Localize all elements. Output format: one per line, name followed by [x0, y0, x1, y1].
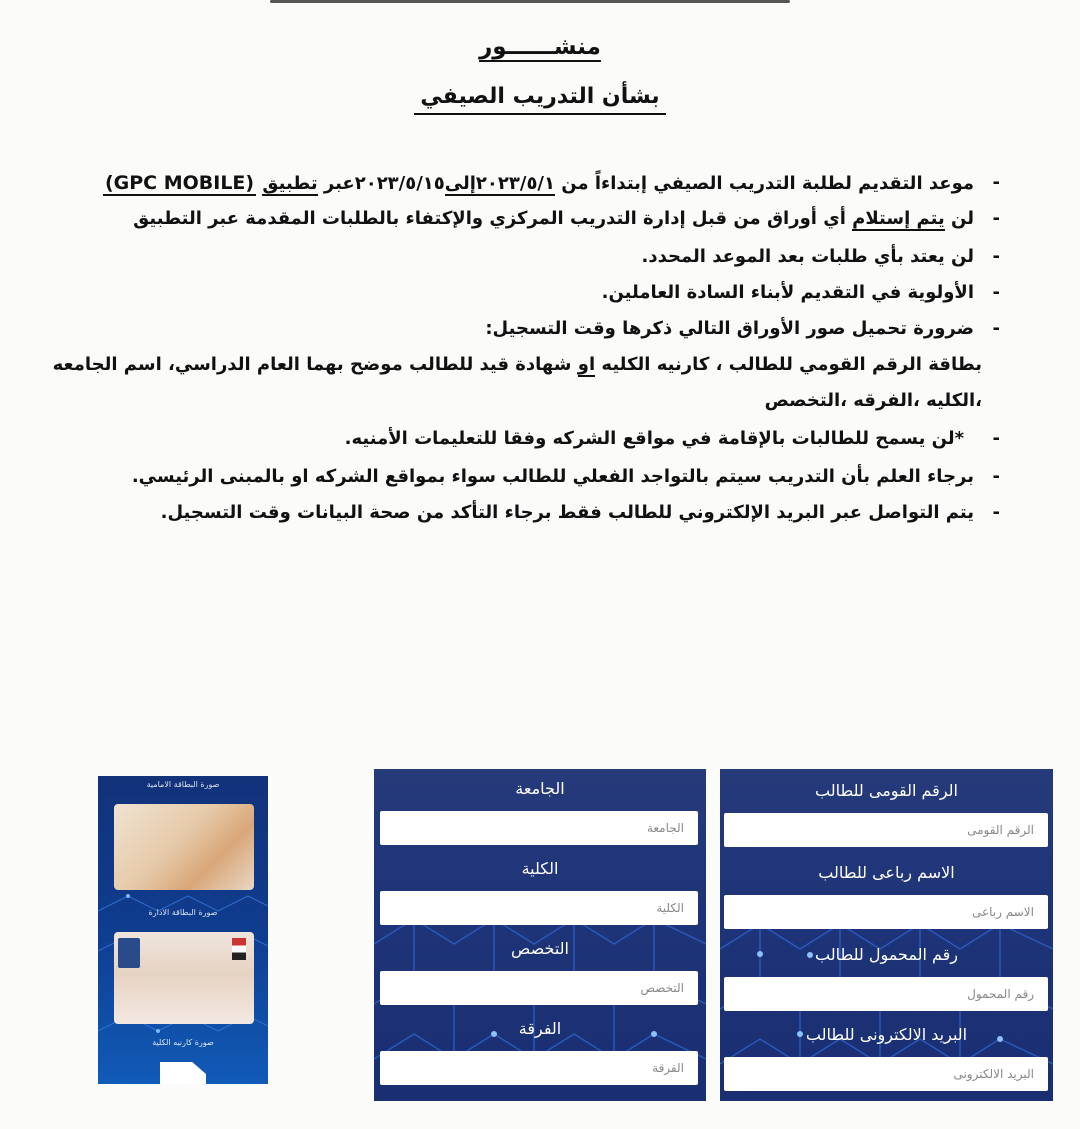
id-front-caption: صورة البطاقة الامامية	[146, 780, 220, 789]
name-input[interactable]: الاسم رباعى	[724, 895, 1048, 929]
year-label: الفرقة	[518, 1019, 562, 1038]
upload-caption: صورة كارنيه الكلية	[152, 1038, 214, 1047]
id-card-back-image[interactable]	[114, 932, 254, 1024]
specialization-input[interactable]: التخصص	[380, 971, 698, 1005]
university-label: الجامعة	[515, 779, 565, 798]
chip-icon	[118, 938, 140, 968]
notice-title: منشــــــور	[479, 34, 601, 60]
university-form-screen	[374, 769, 706, 1101]
notice-item-dates: - موعد التقديم لطلبة التدريب الصيفي إبتداءاً من ٢٠٢٣/٥/١إلى٢٠٢٣/٥/١٥عبر تطبيق (GPC MOBILE)	[103, 172, 1000, 194]
email-input[interactable]: البريد الالكترونى	[724, 1057, 1048, 1091]
name-label: الاسم رباعى للطالب	[818, 863, 955, 882]
mobile-label: رقم المحمول للطالب	[815, 945, 958, 964]
notice-documents-list: بطاقة الرقم القومي للطالب ، كارنيه الكليه او شهادة قيد للطالب موضح بهما العام الدراسي، اسم الجامعه	[52, 354, 982, 375]
id-card-front-image[interactable]	[114, 804, 254, 890]
notice-item-no-papers: - لن يتم إستلام أي أوراق من قبل إدارة التدريب المركزي والإكتفاء بالطلبات المقدمة عبر التطبيق	[133, 208, 1000, 229]
notice-subtitle: بشأن التدريب الصيفي	[0, 84, 1080, 109]
notice-item-priority: - الأولوية في التقديم لأبناء السادة العاملين.	[602, 282, 1000, 303]
notice-item-deadline: - لن يعتد بأي طلبات بعد الموعد المحدد.	[642, 246, 1000, 267]
top-rule	[270, 0, 790, 3]
specialization-label: التخصص	[511, 939, 569, 958]
year-input[interactable]: الفرقة	[380, 1051, 698, 1085]
notice-item-housing: - *لن يسمح للطالبات بالإقامة في مواقع الشركه وفقا للتعليمات الأمنيه.	[345, 428, 1000, 449]
national-id-input[interactable]: الرقم القومى	[724, 813, 1048, 847]
student-form-screen	[720, 769, 1053, 1101]
faculty-label: الكلية	[521, 859, 559, 878]
notice-documents-list-cont: ،الكليه ،الفرقه ،التخصص	[764, 390, 982, 411]
university-input[interactable]: الجامعة	[380, 811, 698, 845]
email-label: البريد الالكترونى للطالب	[805, 1025, 968, 1044]
id-upload-screen	[98, 776, 268, 1084]
flag-icon	[232, 938, 246, 960]
mobile-input[interactable]: رقم المحمول	[724, 977, 1048, 1011]
faculty-input[interactable]: الكلية	[380, 891, 698, 925]
national-id-label: الرقم القومى للطالب	[815, 781, 958, 800]
notice-item-attendance: - برجاء العلم بأن التدريب سيتم بالتواجد الفعلي للطالب سواء بمواقع الشركه او بالمبنى الرئيسي.	[132, 466, 1000, 487]
notice-item-email: - يتم التواصل عبر البريد الإلكتروني للطالب فقط برجاء التأكد من صحة البيانات وقت التسجيل.	[161, 502, 1000, 523]
notice-item-documents: - ضرورة تحميل صور الأوراق التالي ذكرها وقت التسجيل:	[485, 318, 1000, 339]
id-back-caption: صورة البطاقة الادارة	[148, 908, 218, 917]
